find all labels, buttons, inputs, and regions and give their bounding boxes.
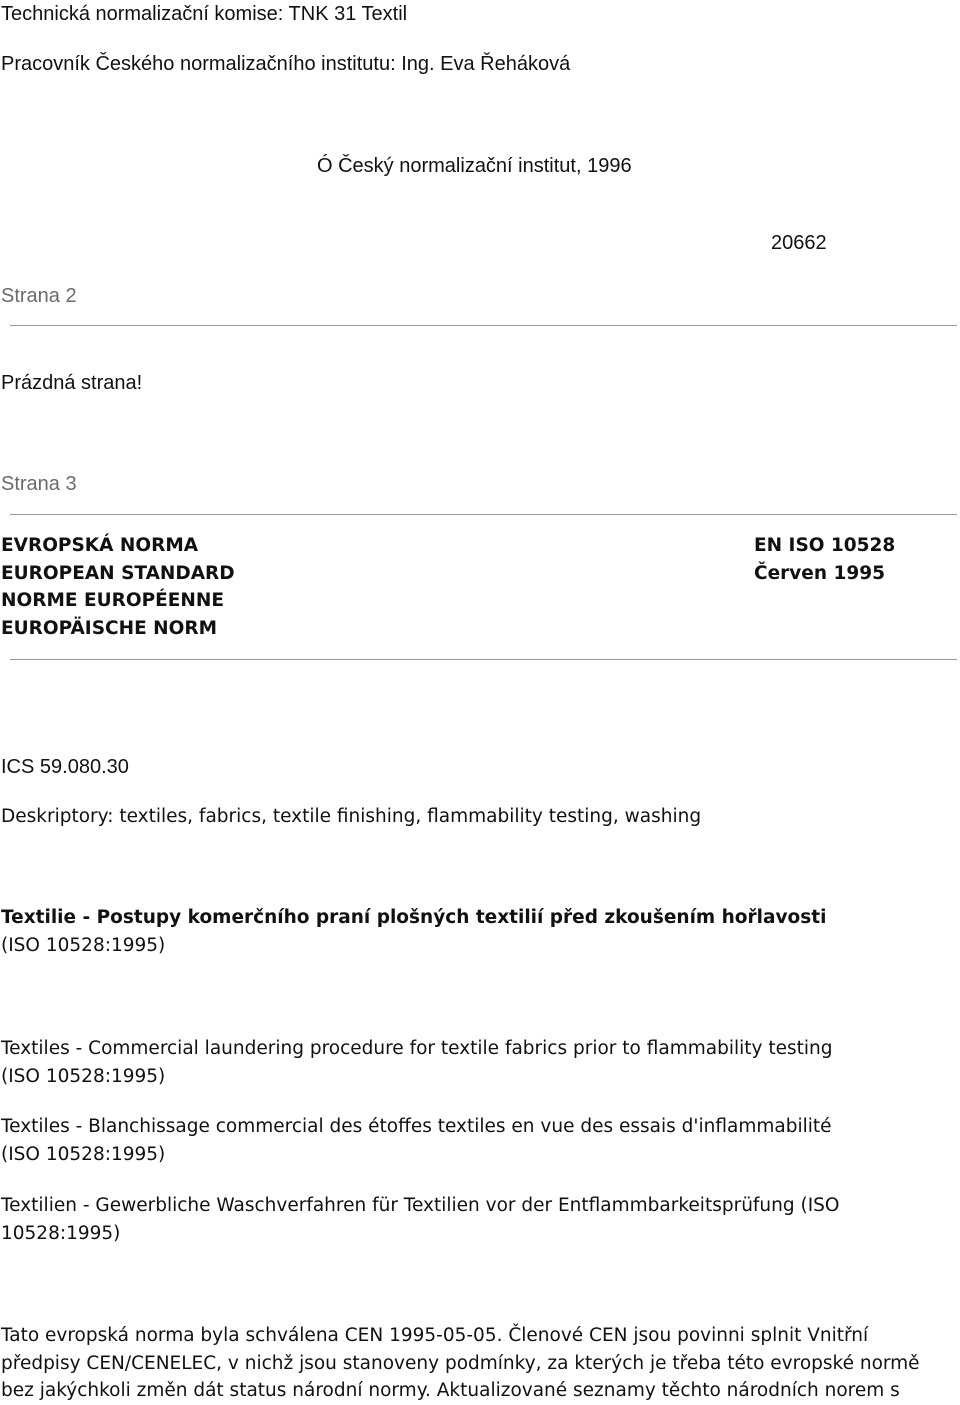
title-german-line-2: 10528:1995) <box>1 1222 121 1244</box>
approval-line-2: předpisy CEN/CENELEC, v nichž jsou stanoveny podmínky, za kterých je třeba této evropské normě <box>1 1352 920 1374</box>
norm-name-de: EUROPÄISCHE NORM <box>1 617 218 639</box>
page-2-label: Strana 2 <box>1 285 77 307</box>
norm-name-en: EUROPEAN STANDARD <box>1 562 235 584</box>
norm-header-divider <box>10 659 957 660</box>
title-german-line-1: Textilien - Gewerbliche Waschverfahren für Textilien vor der Entflammbarkeitsprüfung (ISO <box>1 1195 840 1216</box>
norm-names-block <box>1 532 235 642</box>
standard-id: EN ISO 10528 <box>754 535 896 556</box>
title-czech-line-1: Textilie - Postupy komerčního praní plošných textilií před zkoušením hořlavosti <box>1 907 827 928</box>
title-english <box>1 1035 832 1090</box>
title-french-line-2: (ISO 10528:1995) <box>1 1143 166 1165</box>
descriptors-line: Deskriptory: textiles, fabrics, textile finishing, flammability testing, washing <box>1 806 702 827</box>
worker-line: Pracovník Českého normalizačního institutu: Ing. Eva Řeháková <box>1 53 571 75</box>
approval-line-1: Tato evropská norma byla schválena CEN 1995-05-05. Členové CEN jsou povinni splnit Vnitřní <box>1 1325 869 1346</box>
title-czech <box>1 904 826 959</box>
standard-id-block <box>754 532 895 587</box>
title-english-line-2: (ISO 10528:1995) <box>1 1065 166 1087</box>
document-number: 20662 <box>771 232 827 254</box>
page-2-divider <box>10 325 957 326</box>
approval-line-3: bez jakýchkoli změn dát status národní normy. Aktualizované seznamy těchto národních norem s <box>1 1380 900 1401</box>
title-english-line-1: Textiles - Commercial laundering procedure for textile fabrics prior to flammability testing <box>1 1038 833 1059</box>
ics-code: ICS 59.080.30 <box>1 756 129 778</box>
norm-name-fr: NORME EUROPÉENNE <box>1 590 225 611</box>
title-german <box>1 1192 839 1247</box>
page-3-divider <box>10 514 957 515</box>
standard-date: Červen 1995 <box>754 562 885 584</box>
approval-paragraph <box>1 1322 920 1405</box>
title-czech-line-2: (ISO 10528:1995) <box>1 934 166 956</box>
blank-page-notice: Prázdná strana! <box>1 372 143 394</box>
norm-name-cz: EVROPSKÁ NORMA <box>1 535 199 556</box>
page-3-label: Strana 3 <box>1 473 77 495</box>
title-french-line-1: Textiles - Blanchissage commercial des étoffes textiles en vue des essais d'inflammabilité <box>1 1116 832 1137</box>
title-french <box>1 1113 832 1168</box>
copyright-line: Ó Český normalizační institut, 1996 <box>317 155 632 177</box>
committee-line: Technická normalizační komise: TNK 31 Textil <box>1 3 408 25</box>
